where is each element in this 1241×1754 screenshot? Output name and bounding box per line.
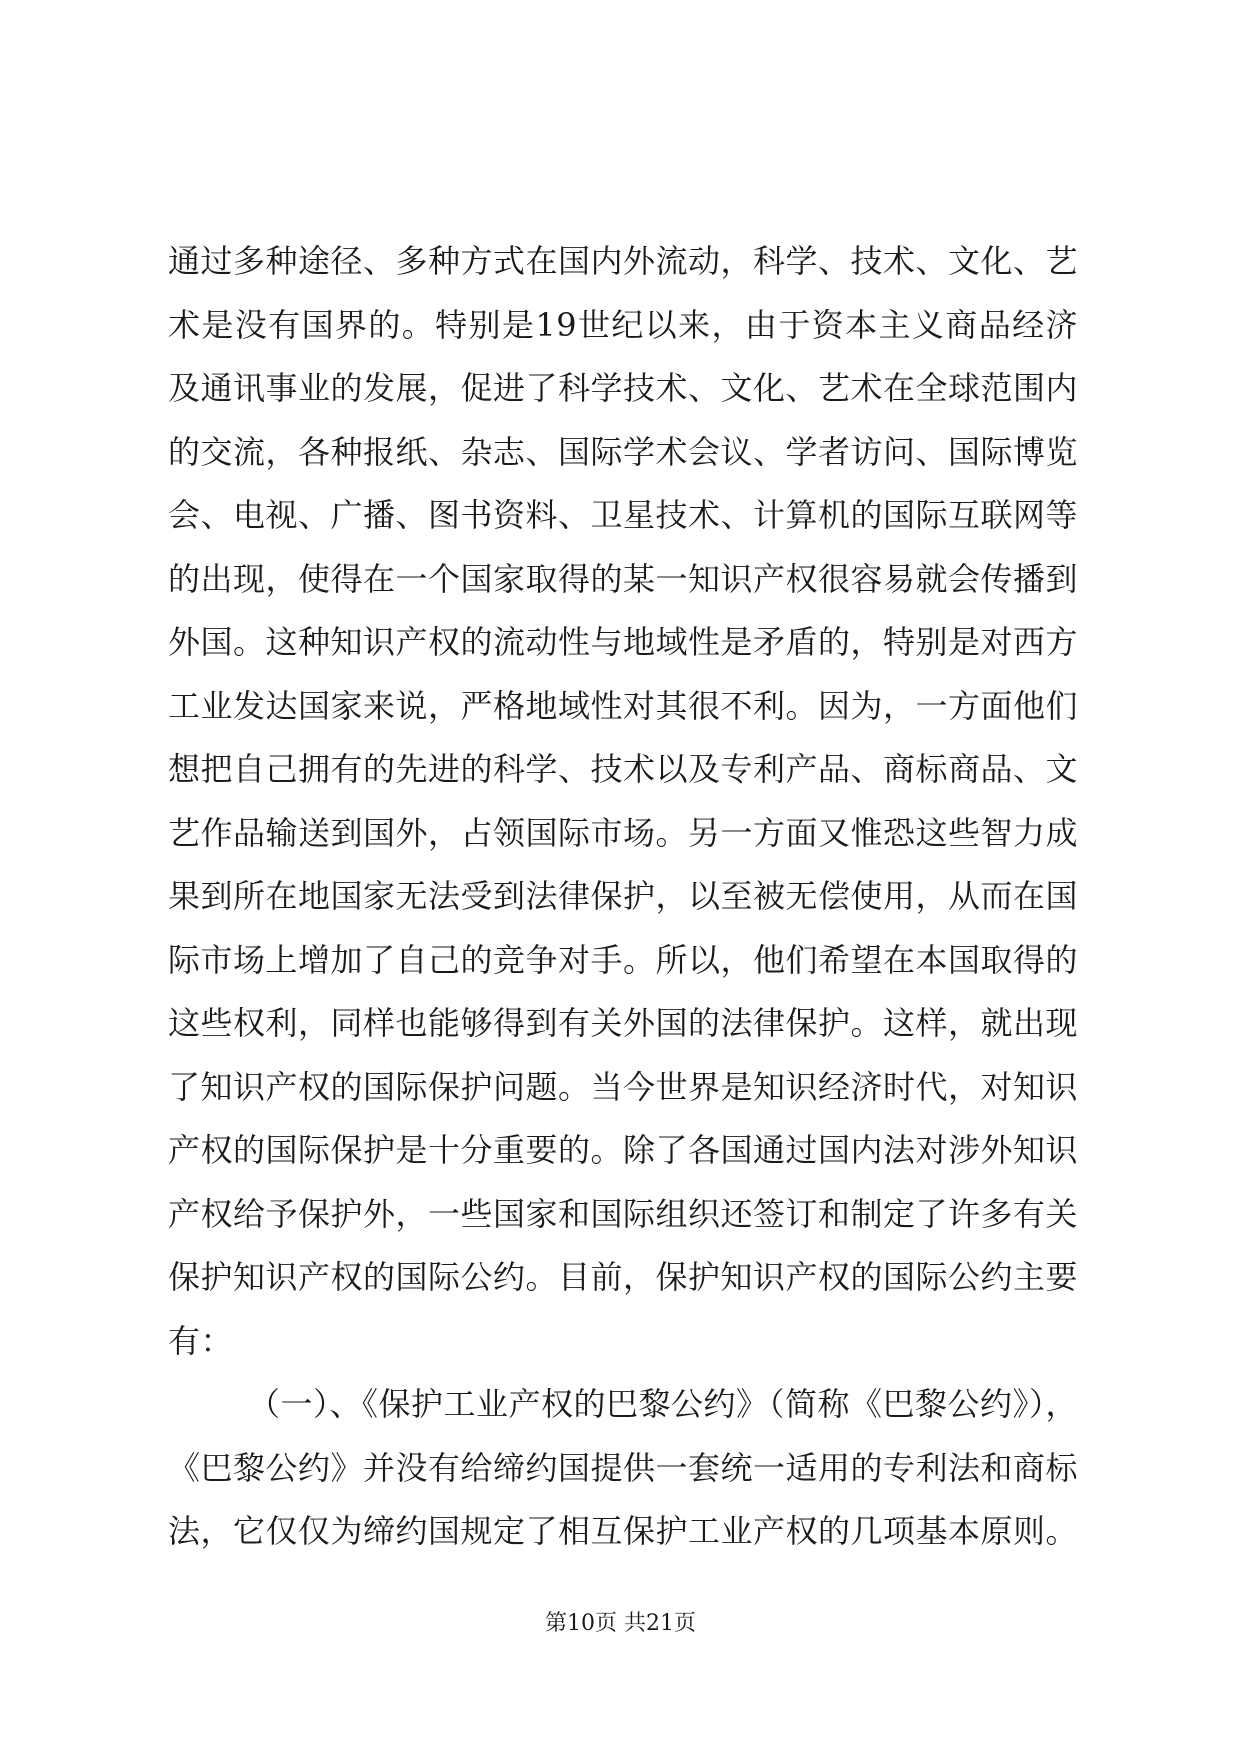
text-line: 外国。这种知识产权的流动性与地域性是矛盾的，特别是对西方 bbox=[168, 623, 1079, 661]
text-line: 术是没有国界的。特别是19世纪以来，由于资本主义商品经济 bbox=[168, 305, 1078, 344]
text-line: 通过多种途径、多种方式在国内外流动，科学、技术、文化、艺 bbox=[168, 242, 1079, 280]
text-line: 际市场上增加了自己的竞争对手。所以，他们希望在本国取得的 bbox=[168, 940, 1079, 979]
text-line: 艺作品输送到国外，占领国际市场。另一方面又惟恐这些智力成 bbox=[168, 813, 1079, 852]
text-line: 的交流，各种报纸、杂志、国际学术会议、学者访问、国际博览 bbox=[168, 432, 1079, 471]
text-line: 产权的国际保护是十分重要的。除了各国通过国内法对涉外知识 bbox=[168, 1131, 1079, 1169]
text-line: 《巴黎公约》并没有给缔约国提供一套统一适用的专利法和商标 bbox=[168, 1448, 1079, 1487]
text-line: 法，它仅仅为缔约国规定了相互保护工业产权的几项基本原则。 bbox=[168, 1512, 1079, 1550]
page-footer bbox=[0, 1606, 1241, 1637]
text-line: （一）、《保护工业产权的巴黎公约》（简称《巴黎公约》）， bbox=[248, 1385, 1079, 1423]
text-line: 及通讯事业的发展，促进了科学技术、文化、艺术在全球范围内 bbox=[168, 369, 1079, 407]
body-text bbox=[168, 230, 1078, 1564]
text-line: 产权给予保护外，一些国家和国际组织还签订和制定了许多有关 bbox=[168, 1194, 1079, 1233]
text-line: 保护知识产权的国际公约。目前，保护知识产权的国际公约主要 bbox=[168, 1258, 1079, 1296]
text-line: 有： bbox=[168, 1321, 234, 1360]
text-line: 会、电视、广播、图书资料、卫星技术、计算机的国际互联网等 bbox=[168, 496, 1079, 534]
text-line: 工业发达国家来说，严格地域性对其很不利。因为，一方面他们 bbox=[168, 686, 1079, 725]
text-line: 了知识产权的国际保护问题。当今世界是知识经济时代，对知识 bbox=[168, 1067, 1079, 1106]
page-number-label: 第10页 共21页 bbox=[545, 1611, 696, 1636]
text-line: 想把自己拥有的先进的科学、技术以及专利产品、商标商品、文 bbox=[168, 750, 1079, 788]
text-line: 的出现，使得在一个国家取得的某一知识产权很容易就会传播到 bbox=[168, 559, 1079, 598]
text-line: 这些权利，同样也能够得到有关外国的法律保护。这样，就出现 bbox=[168, 1004, 1079, 1042]
text-line: 果到所在地国家无法受到法律保护，以至被无偿使用，从而在国 bbox=[168, 877, 1079, 915]
